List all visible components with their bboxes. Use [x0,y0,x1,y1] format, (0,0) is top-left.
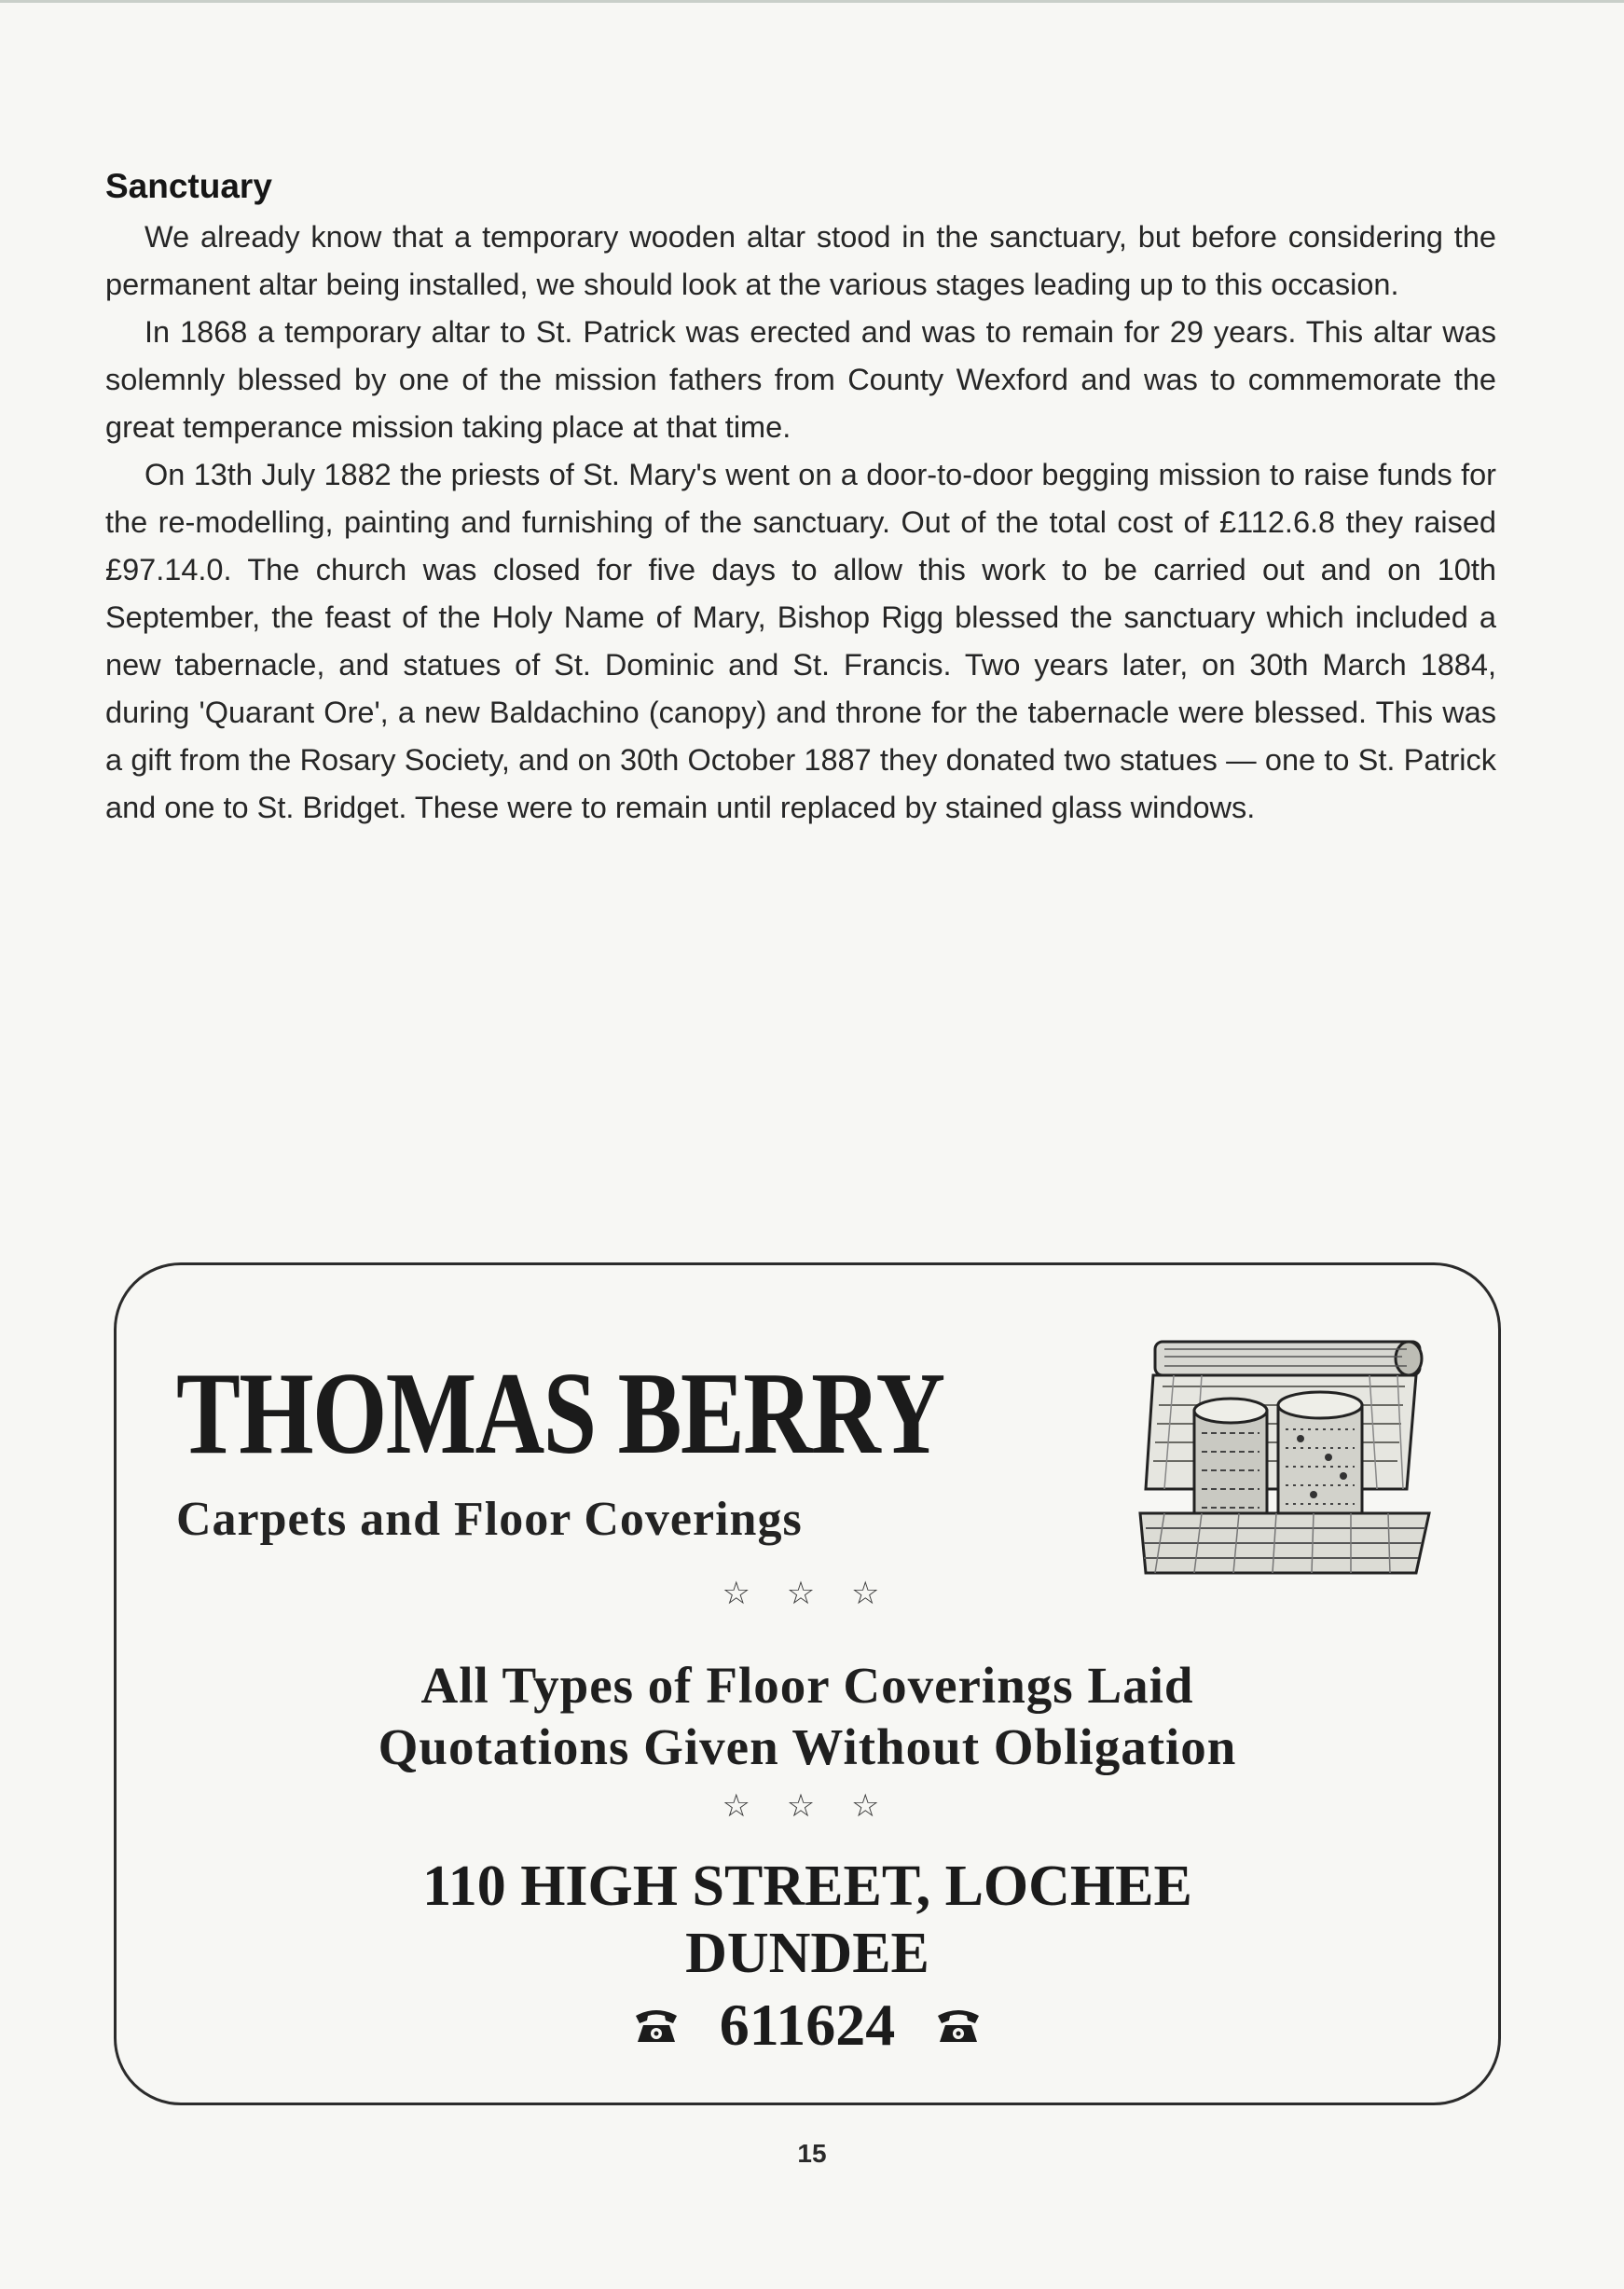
service-line-1: All Types of Floor Coverings Laid [420,1657,1194,1714]
carpet-rolls-illustration [1136,1331,1433,1580]
top-edge-rule [0,0,1624,3]
section-heading: Sanctuary [105,167,272,205]
article-sanctuary [105,163,1496,832]
address-city: DUNDEE [685,1922,929,1985]
business-name: THOMAS BERRY [176,1349,944,1479]
telephone-icon [934,2005,983,2046]
decorative-stars: ☆ ☆ ☆ [722,1787,893,1825]
phone-number: 611624 [719,1992,896,2058]
service-line-2: Quotations Given Without Obligation [378,1718,1237,1775]
advertisement-box [114,1262,1501,2105]
paragraph-1: We already know that a temporary wooden altar stood in the sanctuary, but before considering the permanent altar being installed, we should look at the various stages leading up to this occasion. [105,220,1496,301]
address-street: 110 HIGH STREET, LOCHEE [422,1855,1192,1918]
paragraph-2: In 1868 a temporary altar to St. Patrick was erected and was to remain for 29 years. This altar was solemnly blessed by one of the mission fathers from County Wexford and was to commemorate the great temperance mission taking place at that time. [105,315,1496,444]
decorative-stars: ☆ ☆ ☆ [722,1575,893,1612]
paragraph-3: On 13th July 1882 the priests of St. Mary's went on a door-to-door begging mission to raise funds for the re-modelling, painting and furnishing of the sanctuary. Out of the total cost of £112.6.8 they raised £97.14.0. The church was closed for five days to allow this work to be carried out and on 10th September, the feast of the Holy Name of Mary, Bishop Rigg blessed the sanctuary which included a new tabernacle, and statues of St. Dominic and St. Francis. Two years later, on 30th March 1884, during 'Quarant Ore', a new Baldachino (canopy) and throne for the tabernacle were blessed. This was a gift from the Rosary Society, and on 30th October 1887 they donated two statues — one to St. Patrick and one to St. Bridget. These were to remain until replaced by stained glass windows. [105,458,1496,824]
telephone-icon [632,2005,681,2046]
business-tagline: Carpets and Floor Coverings [176,1493,803,1546]
page-number: 15 [797,2139,827,2168]
phone-row [117,1991,1498,2060]
